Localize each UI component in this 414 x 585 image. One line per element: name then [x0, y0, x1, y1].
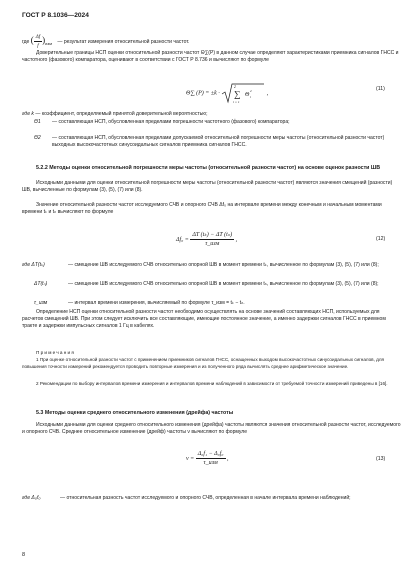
formula-11-number: (11)	[376, 86, 385, 92]
where-prefix: где	[22, 38, 30, 45]
section-522-title: 5.2.2 Методы оценки относительной погрешности меры частоты (относительной разности частот) на основе оценок разности ШВ	[36, 165, 381, 171]
page-number: 8	[22, 552, 26, 558]
def-k: где k — коэффициент, определяемый принятой доверительной вероятностью;	[22, 111, 208, 117]
section-53-p1: Исходными данными для оценки среднего относительного изменения (дрейфа) частоты являются значения относительной разности частот, исследуемого и опорного СЧВ. Среднее относительное изменение (дрейф) частоты ν вычисляют по формуле	[22, 422, 401, 436]
symbol-fraction: $\frac{\Delta f}{f}$	[35, 34, 41, 49]
formula-12-end: ,	[235, 236, 238, 243]
formula-12-number: (12)	[376, 236, 386, 242]
document-page: ГОСТ Р 8.1036—2024 где ( $\frac{\Delta f}{f}$ )$_{изм}$ — результат измерения относительной разности частот. Доверительные границы НСП оценки относительной разности частот Θ∑(P) в данном случае определяют характеристиками приемника сигналов ГНСС и частотного (фазового) компаратора, оценивают в соответствии с ГОСТ Р 8.736 и вычисляют по формуле Θ∑ (P) = ±k · 2 ∑ i = 1 Θ 2 i , (11) где k — коэффициент, определяемый принятой доверительной вероятностью; Θ1 — составляющая НСП, обусловленная пределами погрешности частотного (фазового) компаратора; Θ2 — составляющая НСП, обусловленная пределами допускаемой относительной погрешности меры частоты (относительной разности частот) выходных высокочастотных синусоидальных сигналов приемника сигналов ГНСС. 5.2.2 Методы оценки относительной погрешности меры частоты (относительной разности частот) на основе оценок разности ШВ Исходными данными для оценки относительной погрешности меры частоты (относительной разности частот) являются значения смещений (разности) ШВ, вычисленные по формулам (3), (5), (7) или (8). Значение относительной разности частот исследуемого СЧВ и опорного СЧВ Δf₀ на интервале времени между конечным и начальным моментами времени tₖ и tₙ вычисляют по формуле Δf₀ = $\frac{\text{ΔT (tₖ) − ΔT (tₙ)}}{\text{τ\_изм}}$ , (12) где ΔT(tₖ) — смещение ШВ исследуемого СЧВ относительно опорной ШВ в момент времени tₖ, вычисленное по формулам (3), (5), (7) или (8); ΔT(tₙ) — смещение ШВ исследуемого СЧВ относительно опорной ШВ в момент времени tₙ, вычисленное по формулам (3), (5), (7) или (8); τ_изм — интервал времени измерения, вычисляемый по формуле τ_изм = tₖ − tₙ. Определение НСП оценки относительной разности частот необходимо осуществлять на основе значений составляющих НСП, используемых для расчетов смещений ШВ. При этом следует исключить все составляющие, имеющие постоянное значение, а именно задержки сигналов ГНСС в приемном тракте и задержки импульсных сигналов 1 Гц в кабелях. Примечания 1 При оценке относительной разности частот с применением приемников сигналов ГНСС, оснащенных выходом высокочастотных синусоидальных сигналов, для повышения точности измерений рекомендуется проводить повторные измерения и из полученного ряда вычислять среднее арифметическое значение. 2 Рекомендации по выбору интервалов времени измерения и интервалов времени наблюдений в зависимости от требуемой точности измерений приведены в [16]. 5.3 Методы оценки среднего относительного изменения (дрейфа) частоты Исходными данными для оценки среднего относительного изменения (дрейфа) частоты являются значения относительной разности частот, исследуемого и опорного СЧВ. Среднее относительное изменение (дрейф) частоты ν вычисляют по формуле ν = $\frac{\text{Δ₀f₁ − Δ₀f₀}}{\text{τ\_изм}}$ , (13) где Δ₀f₀ — относительная разность частот исследуемого и опорного СЧВ, определенная в начале интервала времени наблюдений; 8	[22, 12, 401, 558]
formula-13-end: ,	[227, 455, 229, 462]
standard-header: ГОСТ Р 8.1036—2024	[22, 12, 89, 19]
paren-close: )	[42, 34, 46, 45]
paragraph-nsp-bounds: Доверительные границы НСП оценки относительной разности частот Θ∑(P) в данном случае определяют характеристиками приемника сигналов ГНСС и частотного (фазового) компаратора, оценивают в соответствии с ГОСТ Р 8.736 и вычисляют по формуле	[22, 50, 399, 64]
formula-12-lhs: Δf₀ =	[176, 236, 189, 243]
note-2: 2 Рекомендации по выбору интервалов времени измерения и интервалов времени наблюдений в зависимости от требуемой точности измерений приведены в [16].	[36, 381, 388, 386]
symbol-subscript: изм	[45, 40, 52, 46]
where-text: — результат измерения относительной разности частот.	[57, 38, 190, 45]
formula-13-lhs: ν =	[186, 455, 195, 462]
root-sum-icon	[221, 82, 265, 104]
formula-11	[186, 82, 268, 104]
formula-11-lhs: Θ∑ (P) = ±k ·	[186, 90, 220, 97]
svg-text:∑: ∑	[234, 89, 241, 99]
sum-term-sub: i	[250, 95, 252, 99]
formula-12	[176, 231, 237, 248]
section-522-p2: Значение относительной разности частот исследуемого СЧВ и опорного СЧВ Δf₀ на интервале времени между конечным и начальным моментами времени tₖ и tₙ вычисляют по формуле	[22, 202, 382, 216]
section-522-p1: Исходными данными для оценки относительной погрешности меры частоты (относительной разности частот) являются значения смещений (разности) ШВ, вычисленные по формулам (3), (5), (7) или (8).	[22, 180, 393, 194]
paragraph-nsp-shift: Определение НСП оценки относительной разности частот необходимо осуществлять на основе значений составляющих НСП, используемых для расчетов смещений ШВ. При этом следует исключить все составляющие, имеющие постоянное значение, а именно задержки сигналов ГНСС в приемном тракте и задержки импульсных сигналов 1 Гц в кабелях.	[22, 309, 386, 330]
section-53-title: 5.3 Методы оценки среднего относительного изменения (дрейфа) частоты	[36, 410, 234, 416]
sum-lower: i = 1	[233, 100, 240, 104]
sum-term: Θ	[245, 92, 250, 98]
sum-upper: 2	[234, 85, 237, 89]
formula-13-number: (13)	[376, 456, 386, 462]
sum-term-sup: 2	[250, 89, 252, 93]
formula-13	[186, 450, 229, 467]
paren-open: (	[30, 34, 34, 45]
notes-heading: Примечания	[36, 350, 76, 355]
formula-11-end: ,	[266, 90, 269, 97]
where-intro	[22, 33, 402, 50]
formula-12-fraction: $\frac{\text{ΔT (tₖ) − ΔT (tₙ)}}{\text{τ\_изм}}$	[192, 232, 233, 247]
formula-13-fraction: $\frac{\text{Δ₀f₁ − Δ₀f₀}}{\text{τ\_изм}}$	[197, 451, 224, 466]
note-1: 1 При оценке относительной разности частот с применением приемников сигналов ГНСС, оснащенных выходом высокочастотных синусоидальных сигналов, для повышения точности измерений рекомендуется проводить повторные измерения и из полученного ряда вычислять среднее арифметическое значение.	[22, 357, 385, 369]
